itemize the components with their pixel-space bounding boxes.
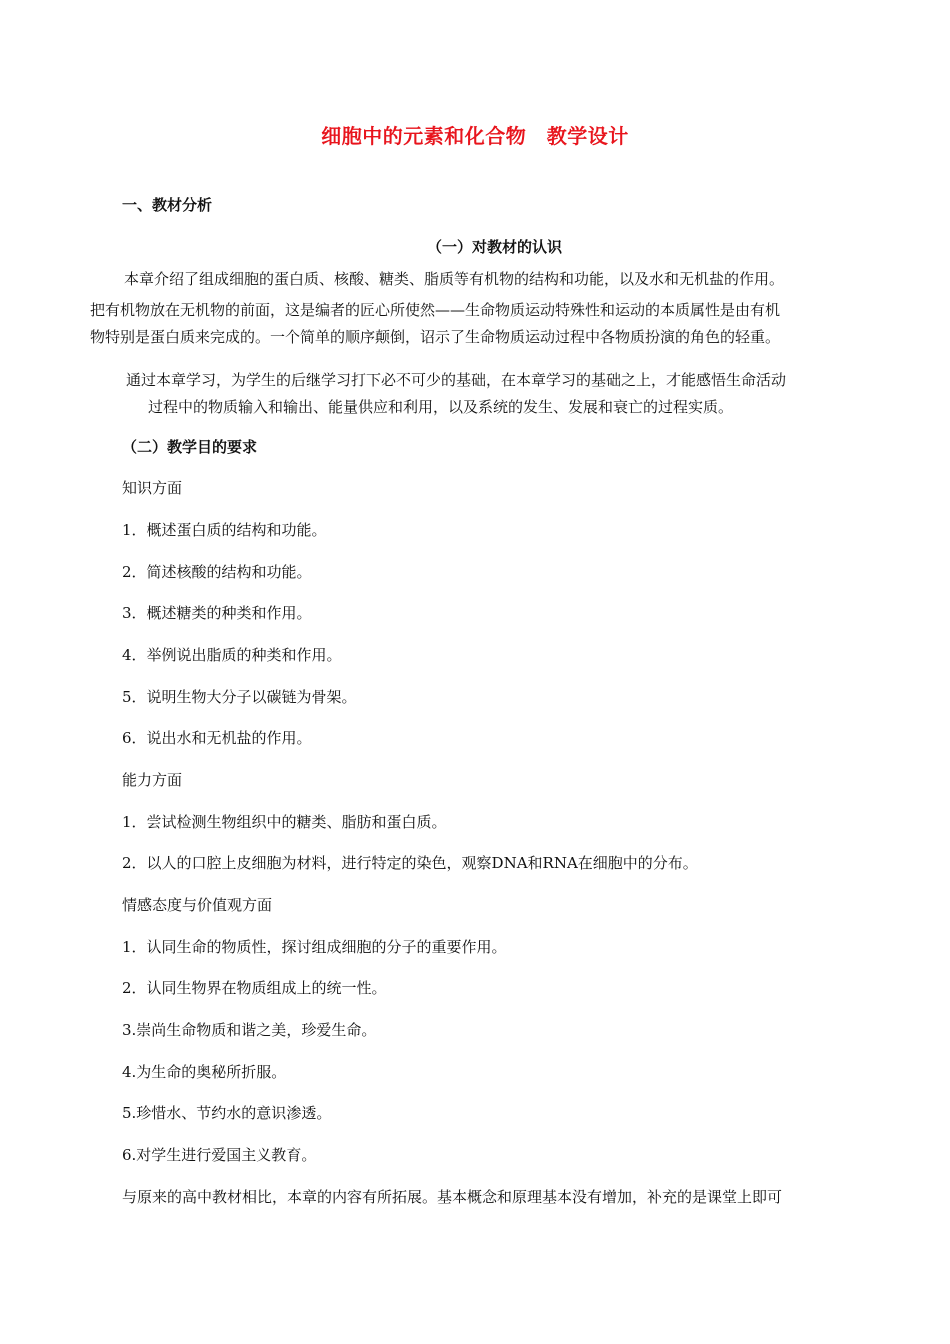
paragraph-line: 把有机物放在无机物的前面，这是编者的匠心所使然——生命物质运动特殊性和运动的本质属性是由有机 <box>90 301 781 319</box>
knowledge-heading: 知识方面 <box>122 479 183 497</box>
list-item: 1．尝试检测生物组织中的糖类、脂肪和蛋白质。 <box>122 813 447 831</box>
list-item: 5．说明生物大分子以碳链为骨架。 <box>122 688 357 706</box>
paragraph-line: 通过本章学习，为学生的后继学习打下必不可少的基础，在本章学习的基础之上，才能感悟生命活动 <box>126 371 787 389</box>
paragraph-line: 物特别是蛋白质来完成的。一个简单的顺序颠倒，诏示了生命物质运动过程中各物质扮演的角色的轻重。 <box>90 328 781 346</box>
list-item: 2．认同生物界在物质组成上的统一性。 <box>122 979 387 997</box>
list-item: 1．认同生命的物质性，探讨组成细胞的分子的重要作用。 <box>122 938 507 956</box>
list-item: 2．简述核酸的结构和功能。 <box>122 563 312 581</box>
list-item: 3.崇尚生命物质和谐之美，珍爱生命。 <box>122 1021 377 1039</box>
paragraph-line: 本章介绍了组成细胞的蛋白质、核酸、糖类、脂质等有机物的结构和功能，以及水和无机盐的作用。 <box>124 270 785 288</box>
list-item: 1．概述蛋白质的结构和功能。 <box>122 521 327 539</box>
ability-heading: 能力方面 <box>122 771 183 789</box>
list-item: 5.珍惜水、节约水的意识渗透。 <box>122 1104 332 1122</box>
paragraph-line: 过程中的物质输入和输出、能量供应和利用，以及系统的发生、发展和衰亡的过程实质。 <box>148 398 734 416</box>
subsection-heading-teaching-goals: （二）教学目的要求 <box>122 438 258 456</box>
document-title: 细胞中的元素和化合物 教学设计 <box>321 124 629 148</box>
list-item: 3．概述糖类的种类和作用。 <box>122 604 312 622</box>
subsection-heading-understanding: （一）对教材的认识 <box>427 238 563 256</box>
paragraph-comparison: 与原来的高中教材相比，本章的内容有所拓展。基本概念和原理基本没有增加，补充的是课堂上即可 <box>122 1188 783 1206</box>
emotion-heading: 情感态度与价值观方面 <box>122 896 273 914</box>
list-item: 4.为生命的奥秘所折服。 <box>122 1063 287 1081</box>
section-heading-textbook-analysis: 一、教材分析 <box>122 196 213 214</box>
list-item: 6.对学生进行爱国主义教育。 <box>122 1146 317 1164</box>
list-item: 4．举例说出脂质的种类和作用。 <box>122 646 342 664</box>
list-item: 6．说出水和无机盐的作用。 <box>122 729 312 747</box>
list-item: 2．以人的口腔上皮细胞为材料，进行特定的染色，观察DNA和RNA在细胞中的分布。 <box>122 854 698 872</box>
